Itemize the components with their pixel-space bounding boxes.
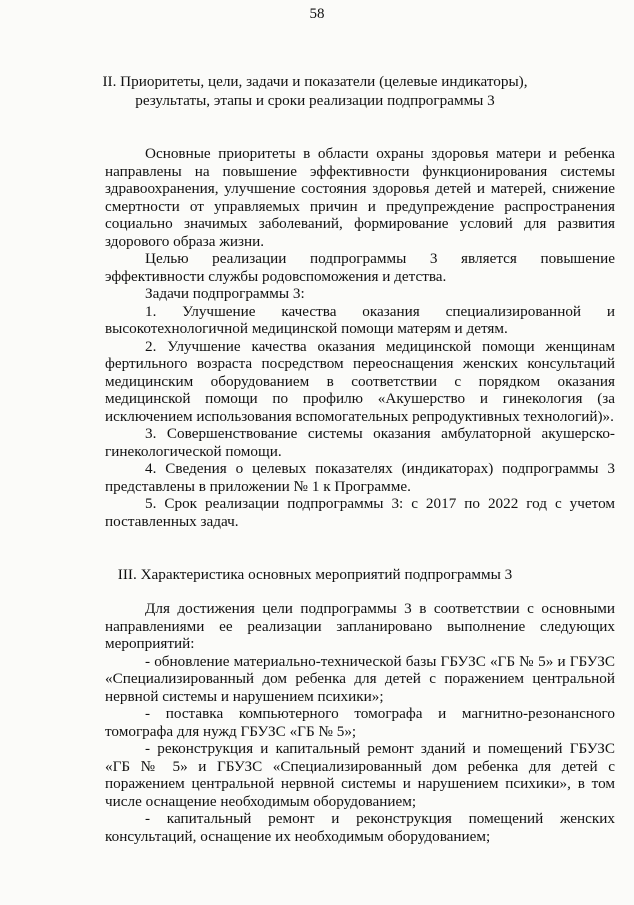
section-2-body	[105, 145, 615, 530]
goal-paragraph: Целью реализации подпрограммы 3 является повышение эффективности службы родовспоможения и детства.	[105, 250, 615, 285]
measure-item: - обновление материально-технической базы ГБУЗС «ГБ № 5» и ГБУЗС «Специализированный дом ребенка для детей с поражением центральной нервной системы и нарушением психики»;	[105, 652, 615, 705]
indicators-paragraph: 4. Сведения о целевых показателях (индикаторах) подпрограммы 3 представлены в приложении № 1 к Программе.	[105, 460, 615, 495]
measure-item: - реконструкция и капитальный ремонт зданий и помещений ГБУЗС «ГБ № 5» и ГБУЗС «Специализированный дом ребенка для детей с поражением центральной нервной системы и нарушением психики», в том числе оснащение необходимым оборудованием;	[105, 740, 615, 810]
section-3-body	[105, 600, 615, 845]
section-2-heading: II. Приоритеты, цели, задачи и показатели (целевые индикаторы), результаты, этапы и сроки реализации подпрограммы 3	[102, 73, 528, 109]
section-3-heading: III. Характеристика основных мероприятий подпрограммы 3	[117, 566, 513, 583]
term-paragraph: 5. Срок реализации подпрограммы 3: с 2017 по 2022 год с учетом поставленных задач.	[105, 495, 615, 530]
measure-item: - капитальный ремонт и реконструкция помещений женских консультаций, оснащение их необходимым оборудованием;	[105, 810, 615, 845]
task-2-paragraph: 2. Улучшение качества оказания медицинской помощи женщинам фертильного возраста посредством переоснащения женских консультаций медицинским оборудованием в соответствии с порядком оказания медицинской помощи по профилю «Акушерство и гинекология (за исключением использования вспомогательных репродуктивных технологий)».	[105, 337, 615, 425]
measures-intro-paragraph: Для достижения цели подпрограммы 3 в соответствии с основными направлениями ее реализации запланировано выполнение следующих мероприятий:	[105, 600, 615, 652]
task-1-paragraph: 1. Улучшение качества оказания специализированной и высокотехнологичной медицинской помощи матерям и детям.	[105, 302, 615, 337]
page-number: 58	[309, 6, 325, 22]
priorities-paragraph: Основные приоритеты в области охраны здоровья матери и ребенка направлены на повышение эффективности функционирования системы здравоохранения, улучшение состояния здоровья детей и матерей, снижение смертности от управляемых причин и предупреждение распространения социально значимых заболеваний, формирование условий для развития здорового образа жизни.	[105, 145, 615, 250]
task-3-paragraph: 3. Совершенствование системы оказания амбулаторной акушерско-гинекологической помощи.	[105, 425, 615, 460]
measure-item: - поставка компьютерного томографа и магнитно-резонансного томографа для нужд ГБУЗС «ГБ № 5»;	[105, 705, 615, 740]
tasks-intro-paragraph: Задачи подпрограммы 3:	[145, 285, 305, 302]
